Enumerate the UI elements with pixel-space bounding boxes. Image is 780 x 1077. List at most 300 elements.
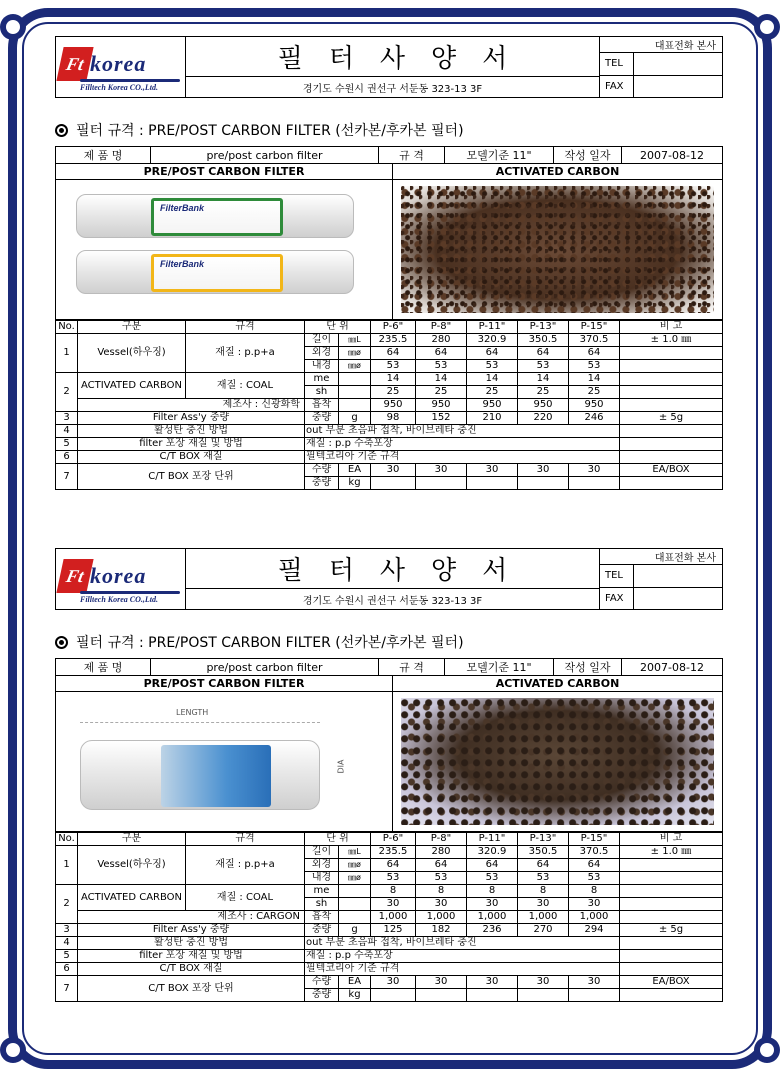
value-cell: 246 — [569, 411, 620, 424]
value-cell: 8 — [518, 884, 569, 897]
date-label: 작성 일자 — [554, 147, 622, 164]
value-cell: 235.5 — [371, 333, 416, 346]
row-number: 7 — [56, 463, 78, 489]
table-row — [56, 398, 723, 411]
value-cell: 64 — [416, 346, 467, 359]
empty-cell — [620, 450, 723, 463]
item-label: 내경 — [305, 359, 339, 372]
value-cell: 950 — [518, 398, 569, 411]
cartridge-label — [151, 198, 283, 236]
value-cell: 30 — [569, 975, 620, 988]
note-cell: ± 5g — [620, 411, 723, 424]
item-label: 수량 — [305, 463, 339, 476]
header-size: P-11" — [467, 832, 518, 845]
value-cell: 64 — [518, 346, 569, 359]
value-cell: 30 — [467, 897, 518, 910]
unit-cell: EA — [339, 975, 371, 988]
spec-label: 규 격 — [379, 147, 445, 164]
value-cell: 220 — [518, 411, 569, 424]
empty-cell — [339, 385, 371, 398]
header-size: P-6" — [371, 320, 416, 333]
empty-cell — [569, 476, 620, 489]
empty-cell — [339, 398, 371, 411]
item-label: 중량 — [305, 411, 339, 424]
value-cell: 294 — [569, 923, 620, 936]
note-cell: EA/BOX — [620, 975, 723, 988]
company-logo — [56, 549, 186, 609]
table-row — [56, 923, 723, 936]
empty-cell — [518, 476, 569, 489]
row-number: 6 — [56, 450, 78, 463]
header-note: 비 고 — [620, 832, 723, 845]
header-unit: 단 위 — [305, 320, 371, 333]
spec-table — [55, 320, 723, 490]
item-label: 중량 — [305, 476, 339, 489]
fax-label: FAX — [600, 76, 634, 98]
header-no: No. — [56, 320, 78, 333]
empty-cell — [467, 988, 518, 1001]
value-cell: 280 — [416, 333, 467, 346]
item-label: 흡착 — [305, 398, 339, 411]
contact-header: 대표전화 본사 — [600, 549, 722, 565]
unit-cell: g — [339, 411, 371, 424]
value-cell: 8 — [371, 884, 416, 897]
table-row — [56, 832, 723, 845]
table-row — [56, 962, 723, 975]
item-label: 길이 — [305, 333, 339, 346]
empty-cell — [620, 385, 723, 398]
item-label: 외경 — [305, 346, 339, 359]
table-row — [56, 450, 723, 463]
empty-cell — [339, 897, 371, 910]
logo-wordmark: korea — [90, 51, 147, 76]
category-packing-method: filter 포장 재질 및 방법 — [78, 949, 305, 962]
empty-cell — [518, 988, 569, 1001]
row-number: 4 — [56, 936, 78, 949]
contact-box — [599, 37, 722, 97]
value-cell: 53 — [518, 359, 569, 372]
value-cell: 64 — [371, 858, 416, 871]
spec-table — [55, 832, 723, 1002]
category-vessel: Vessel(하우징) — [78, 845, 186, 884]
carbon-material: 재질 : COAL — [186, 372, 305, 398]
header-size: P-11" — [467, 320, 518, 333]
bullet-icon — [55, 636, 68, 649]
value-cell: 30 — [467, 975, 518, 988]
header-size: P-15" — [569, 320, 620, 333]
unit-cell: kg — [339, 988, 371, 1001]
header-size: P-6" — [371, 832, 416, 845]
bullet-icon — [55, 124, 68, 137]
spec-title: 필터 규격 : PRE/POST CARBON FILTER (선카본/후카본 필터) — [76, 635, 464, 651]
photo-titles — [55, 164, 723, 180]
row-number: 1 — [56, 845, 78, 884]
value-cell: 30 — [518, 463, 569, 476]
right-photo-title: ACTIVATED CARBON — [393, 164, 723, 179]
value-cell: 350.5 — [518, 845, 569, 858]
value-cell: 64 — [416, 858, 467, 871]
spec-value: 모델기준 11" — [445, 659, 554, 676]
value-cell: 1,000 — [371, 910, 416, 923]
filter-cartridge — [80, 740, 320, 810]
empty-cell — [620, 858, 723, 871]
category-filling-method: 활성탄 충진 방법 — [78, 424, 305, 437]
contact-header: 대표전화 본사 — [600, 37, 722, 53]
value-cell: 270 — [518, 923, 569, 936]
carbon-photo — [393, 180, 722, 319]
header-spec: 규격 — [186, 832, 305, 845]
logo-mark: Ft — [56, 559, 93, 593]
spec-value: 모델기준 11" — [445, 147, 554, 164]
table-row — [56, 910, 723, 923]
unit-cell: kg — [339, 476, 371, 489]
value-cell: 370.5 — [569, 845, 620, 858]
value-cell: 30 — [416, 975, 467, 988]
corner-ornament — [0, 1037, 26, 1063]
row-number: 2 — [56, 372, 78, 411]
filling-method-value: out 부분 초음파 접착, 바이브레타 충진 — [305, 424, 620, 437]
filter-cartridge-yellow — [76, 250, 354, 294]
header-size: P-8" — [416, 320, 467, 333]
category-carbon: ACTIVATED CARBON — [78, 884, 186, 910]
value-cell: 370.5 — [569, 333, 620, 346]
value-cell: 14 — [518, 372, 569, 385]
spec-heading — [55, 632, 723, 652]
value-cell: 8 — [416, 884, 467, 897]
value-cell: 64 — [467, 346, 518, 359]
empty-cell — [620, 372, 723, 385]
category-assembly-weight: Filter Ass'y 중량 — [78, 411, 305, 424]
product-label: 제 품 명 — [56, 147, 151, 164]
value-cell: 950 — [467, 398, 518, 411]
item-label: sh — [305, 385, 339, 398]
contact-box — [599, 549, 722, 609]
header-size: P-13" — [518, 320, 569, 333]
row-number: 7 — [56, 975, 78, 1001]
carbon-maker: 제조사 : CARGON — [78, 910, 305, 923]
value-cell: 64 — [569, 346, 620, 359]
value-cell: 950 — [371, 398, 416, 411]
value-cell: 1,000 — [467, 910, 518, 923]
empty-cell — [339, 372, 371, 385]
value-cell: 30 — [416, 463, 467, 476]
filter-cartridge-green — [76, 194, 354, 238]
header-category: 구분 — [78, 320, 186, 333]
value-cell: 30 — [518, 975, 569, 988]
value-cell: 25 — [416, 385, 467, 398]
spec-sheet — [55, 548, 723, 1002]
header-note: 비 고 — [620, 320, 723, 333]
logo-mark: Ft — [56, 47, 93, 81]
value-cell: 14 — [569, 372, 620, 385]
cartridge-label — [161, 745, 271, 807]
photo-area — [55, 180, 723, 320]
right-photo-title: ACTIVATED CARBON — [393, 676, 723, 691]
unit-cell: EA — [339, 463, 371, 476]
empty-cell — [620, 988, 723, 1001]
value-cell: 14 — [416, 372, 467, 385]
table-row — [56, 949, 723, 962]
unit-cell: ㎜ø — [339, 346, 371, 359]
value-cell: 235.5 — [371, 845, 416, 858]
value-cell: 320.9 — [467, 333, 518, 346]
date-value: 2007-08-12 — [622, 147, 723, 164]
header-size: P-13" — [518, 832, 569, 845]
empty-cell — [620, 910, 723, 923]
carbon-photo — [393, 692, 722, 831]
date-label: 작성 일자 — [554, 659, 622, 676]
header-size: P-8" — [416, 832, 467, 845]
spec-heading — [55, 120, 723, 140]
item-label: 길이 — [305, 845, 339, 858]
value-cell: 53 — [371, 871, 416, 884]
value-cell: 25 — [569, 385, 620, 398]
value-cell: 30 — [371, 975, 416, 988]
table-row — [56, 975, 723, 988]
value-cell: 64 — [569, 858, 620, 871]
length-dimension-line — [80, 722, 320, 723]
header-no: No. — [56, 832, 78, 845]
empty-cell — [620, 949, 723, 962]
table-row — [56, 463, 723, 476]
empty-cell — [371, 476, 416, 489]
item-label: 외경 — [305, 858, 339, 871]
category-filling-method: 활성탄 충진 방법 — [78, 936, 305, 949]
row-number: 4 — [56, 424, 78, 437]
sheet-header — [55, 36, 723, 98]
row-number: 3 — [56, 923, 78, 936]
empty-cell — [620, 437, 723, 450]
table-row — [56, 845, 723, 858]
filling-method-value: out 부분 초음파 접착, 바이브레타 충진 — [305, 936, 620, 949]
document-title: 필터사양서 — [186, 549, 599, 589]
box-material-value: 필텍코리아 기준 규격 — [305, 450, 620, 463]
note-cell: ± 1.0 ㎜ — [620, 845, 723, 858]
corner-ornament — [754, 14, 780, 40]
photo-titles — [55, 676, 723, 692]
value-cell: 64 — [371, 346, 416, 359]
empty-cell — [620, 962, 723, 975]
value-cell: 30 — [416, 897, 467, 910]
fax-label: FAX — [600, 588, 634, 610]
unit-cell: ㎜L — [339, 845, 371, 858]
empty-cell — [339, 884, 371, 897]
value-cell: 8 — [569, 884, 620, 897]
sheet-header — [55, 548, 723, 610]
row-number: 6 — [56, 962, 78, 975]
logo-subtitle: Filltech Korea CO.,Ltd. — [80, 595, 158, 604]
value-cell: 14 — [371, 372, 416, 385]
row-number: 1 — [56, 333, 78, 372]
value-cell: 53 — [569, 871, 620, 884]
table-row — [56, 424, 723, 437]
value-cell: 280 — [416, 845, 467, 858]
dia-label: DIA — [336, 759, 346, 773]
category-assembly-weight: Filter Ass'y 중량 — [78, 923, 305, 936]
row-number: 5 — [56, 949, 78, 962]
cartridge-label — [151, 254, 283, 292]
packing-method-value: 재질 : p.p 수축포장 — [305, 437, 620, 450]
spec-label: 규 격 — [379, 659, 445, 676]
table-row — [56, 333, 723, 346]
vessel-material: 재질 : p.p+a — [186, 845, 305, 884]
table-row — [56, 320, 723, 333]
carbon-material: 재질 : COAL — [186, 884, 305, 910]
value-cell: 950 — [416, 398, 467, 411]
empty-cell — [371, 988, 416, 1001]
length-label: LENGTH — [176, 707, 209, 717]
empty-cell — [569, 988, 620, 1001]
logo-swoosh — [80, 79, 180, 82]
value-cell: 53 — [416, 871, 467, 884]
empty-cell — [620, 424, 723, 437]
value-cell: 25 — [467, 385, 518, 398]
value-cell: 25 — [371, 385, 416, 398]
product-label: 제 품 명 — [56, 659, 151, 676]
spec-title: 필터 규격 : PRE/POST CARBON FILTER (선카본/후카본 필터) — [76, 123, 464, 139]
empty-cell — [620, 359, 723, 372]
empty-cell — [620, 936, 723, 949]
value-cell: 8 — [467, 884, 518, 897]
row-number: 3 — [56, 411, 78, 424]
value-cell: 53 — [371, 359, 416, 372]
category-box-material: C/T BOX 재질 — [78, 962, 305, 975]
date-value: 2007-08-12 — [622, 659, 723, 676]
item-label: sh — [305, 897, 339, 910]
item-label: me — [305, 884, 339, 897]
value-cell: 53 — [518, 871, 569, 884]
filter-photo — [56, 692, 393, 831]
box-material-value: 필텍코리아 기준 규격 — [305, 962, 620, 975]
packing-method-value: 재질 : p.p 수축포장 — [305, 949, 620, 962]
value-cell: 320.9 — [467, 845, 518, 858]
value-cell: 30 — [518, 897, 569, 910]
item-label: 내경 — [305, 871, 339, 884]
header-category: 구분 — [78, 832, 186, 845]
note-cell: ± 5g — [620, 923, 723, 936]
value-cell: 30 — [371, 897, 416, 910]
logo-swoosh — [80, 591, 180, 594]
item-label: 흡착 — [305, 910, 339, 923]
item-label: 수량 — [305, 975, 339, 988]
empty-cell — [416, 476, 467, 489]
value-cell: 30 — [371, 463, 416, 476]
unit-cell: g — [339, 923, 371, 936]
left-photo-title: PRE/POST CARBON FILTER — [56, 164, 393, 179]
value-cell: 30 — [569, 463, 620, 476]
value-cell: 64 — [518, 858, 569, 871]
item-label: 중량 — [305, 923, 339, 936]
value-cell: 210 — [467, 411, 518, 424]
table-row — [56, 437, 723, 450]
left-photo-title: PRE/POST CARBON FILTER — [56, 676, 393, 691]
empty-cell — [620, 398, 723, 411]
table-row — [56, 372, 723, 385]
empty-cell — [620, 476, 723, 489]
tel-label: TEL — [600, 565, 634, 587]
table-row — [56, 884, 723, 897]
unit-cell: ㎜L — [339, 333, 371, 346]
empty-cell — [416, 988, 467, 1001]
category-carbon: ACTIVATED CARBON — [78, 372, 186, 398]
value-cell: 950 — [569, 398, 620, 411]
vessel-material: 재질 : p.p+a — [186, 333, 305, 372]
spec-sheet — [55, 36, 723, 490]
item-label: 중량 — [305, 988, 339, 1001]
empty-cell — [339, 910, 371, 923]
category-box-unit: C/T BOX 포장 단위 — [78, 463, 305, 489]
product-name: pre/post carbon filter — [151, 147, 379, 164]
category-box-material: C/T BOX 재질 — [78, 450, 305, 463]
value-cell: 30 — [569, 897, 620, 910]
value-cell: 30 — [467, 463, 518, 476]
value-cell: 53 — [467, 359, 518, 372]
category-box-unit: C/T BOX 포장 단위 — [78, 975, 305, 1001]
logo-wordmark: korea — [90, 563, 147, 588]
filter-photo — [56, 180, 393, 319]
cartridge-brand: FilterBank — [160, 202, 205, 213]
header-spec: 규격 — [186, 320, 305, 333]
header-size: P-15" — [569, 832, 620, 845]
empty-cell — [620, 897, 723, 910]
header-unit: 단 위 — [305, 832, 371, 845]
empty-cell — [467, 476, 518, 489]
value-cell: 1,000 — [416, 910, 467, 923]
company-address: 경기도 수원시 권선구 서둔동 323-13 3F — [302, 595, 483, 607]
value-cell: 64 — [467, 858, 518, 871]
table-row — [56, 936, 723, 949]
carbon-granules — [401, 186, 714, 313]
row-number: 5 — [56, 437, 78, 450]
tel-label: TEL — [600, 53, 634, 75]
value-cell: 125 — [371, 923, 416, 936]
product-name: pre/post carbon filter — [151, 659, 379, 676]
value-cell: 14 — [467, 372, 518, 385]
value-cell: 98 — [371, 411, 416, 424]
note-cell: EA/BOX — [620, 463, 723, 476]
carbon-granules — [401, 698, 714, 825]
table-row — [56, 411, 723, 424]
company-address: 경기도 수원시 권선구 서둔동 323-13 3F — [302, 83, 483, 95]
category-packing-method: filter 포장 재질 및 방법 — [78, 437, 305, 450]
value-cell: 182 — [416, 923, 467, 936]
note-cell: ± 1.0 ㎜ — [620, 333, 723, 346]
empty-cell — [620, 346, 723, 359]
document-title: 필터사양서 — [186, 37, 599, 77]
value-cell: 53 — [569, 359, 620, 372]
empty-cell — [620, 884, 723, 897]
product-info-table — [55, 658, 723, 676]
value-cell: 152 — [416, 411, 467, 424]
company-logo — [56, 37, 186, 97]
value-cell: 25 — [518, 385, 569, 398]
photo-area — [55, 692, 723, 832]
category-vessel: Vessel(하우징) — [78, 333, 186, 372]
logo-subtitle: Filltech Korea CO.,Ltd. — [80, 83, 158, 92]
value-cell: 236 — [467, 923, 518, 936]
value-cell: 350.5 — [518, 333, 569, 346]
unit-cell: ㎜ø — [339, 359, 371, 372]
row-number: 2 — [56, 884, 78, 923]
value-cell: 1,000 — [518, 910, 569, 923]
corner-ornament — [754, 1037, 780, 1063]
value-cell: 53 — [467, 871, 518, 884]
product-info-table — [55, 146, 723, 164]
empty-cell — [620, 871, 723, 884]
corner-ornament — [0, 14, 26, 40]
unit-cell: ㎜ø — [339, 858, 371, 871]
value-cell: 1,000 — [569, 910, 620, 923]
